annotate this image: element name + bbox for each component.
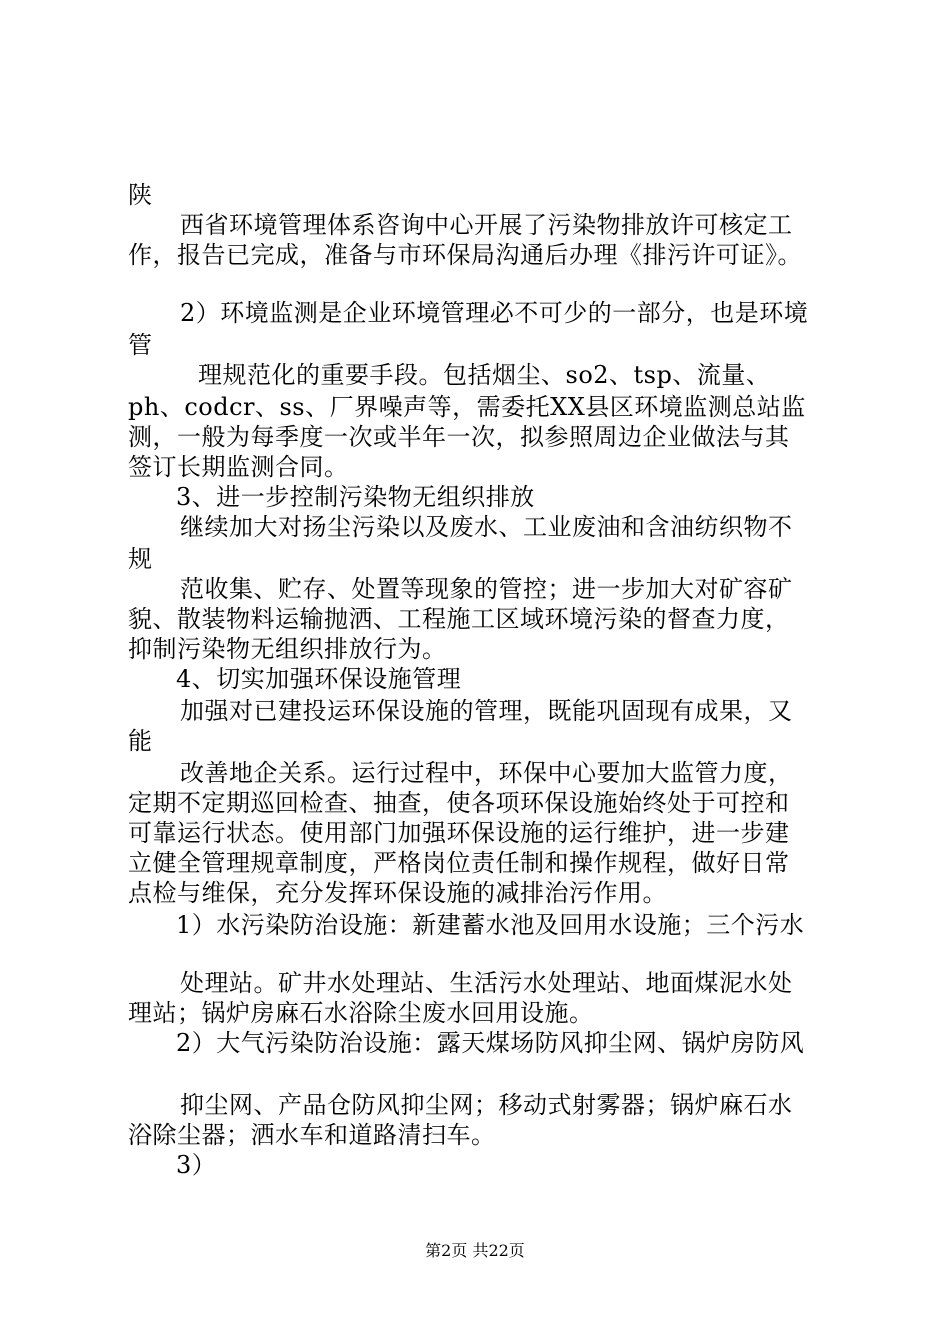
text-line: 改善地企关系。运行过程中，环保中心要加大监管力度，: [180, 759, 793, 787]
text-line: 作，报告已完成，准备与市环保局沟通后办理《排污许可证》。: [128, 241, 802, 269]
text-line: 立健全管理规章制度，严格岗位责任制和操作规程，做好日常: [128, 849, 790, 877]
text-line: 貌、散装物料运输抛洒、工程施工区域环境污染的督查力度，: [128, 605, 790, 633]
text-line: 签订长期监测合同。: [128, 453, 349, 481]
text-line: 3、进一步控制污染物无组织排放: [176, 483, 535, 511]
text-line: 处理站。矿井水处理站、生活污水处理站、地面煤泥水处: [180, 969, 793, 997]
text-line: 2）大气污染防治设施：露天煤场防风抑尘网、锅炉房防风: [176, 1029, 805, 1057]
text-line: 3）: [176, 1151, 217, 1179]
text-line: ph、codcr、ss、厂界噪声等，需委托XX县区环境监测总站监: [128, 393, 806, 421]
text-line: 西省环境管理体系咨询中心开展了污染物排放许可核定工: [180, 211, 793, 239]
text-line: 浴除尘器；洒水车和道路清扫车。: [128, 1121, 496, 1149]
text-line: 规: [128, 545, 153, 573]
text-line: 加强对已建投运环保设施的管理，既能巩固现有成果，又: [180, 697, 793, 725]
text-line: 范收集、贮存、处置等现象的管控；进一步加大对矿容矿: [180, 575, 793, 603]
text-line: 继续加大对扬尘污染以及废水、工业废油和含油纺织物不: [180, 513, 793, 541]
text-line: 1）水污染防治设施：新建蓄水池及回用水设施；三个污水: [176, 911, 805, 939]
text-line: 定期不定期巡回检查、抽查，使各项环保设施始终处于可控和: [128, 789, 790, 817]
text-line: 测，一般为每季度一次或半年一次，拟参照周边企业做法与其: [128, 423, 790, 451]
text-line: 陕: [128, 181, 153, 209]
text-line: 抑制污染物无组织排放行为。: [128, 635, 447, 663]
text-line: 理站；锅炉房麻石水浴除尘废水回用设施。: [128, 999, 594, 1027]
page-number-footer: 第2页 共22页: [425, 1241, 525, 1260]
text-line: 2）环境监测是企业环境管理必不可少的一部分，也是环境: [180, 299, 809, 327]
text-line: 4、切实加强环保设施管理: [176, 665, 462, 693]
text-line: 可靠运行状态。使用部门加强环保设施的运行维护，进一步建: [128, 819, 790, 847]
text-line: 点检与维保，充分发挥环保设施的减排治污作用。: [128, 879, 667, 907]
text-line: 能: [128, 727, 153, 755]
text-line: 管: [128, 331, 153, 359]
text-line: 理规范化的重要手段。包括烟尘、so2、tsp、流量、: [198, 361, 771, 389]
text-line: 抑尘网、产品仓防风抑尘网；移动式射雾器；锅炉麻石水: [180, 1091, 793, 1119]
